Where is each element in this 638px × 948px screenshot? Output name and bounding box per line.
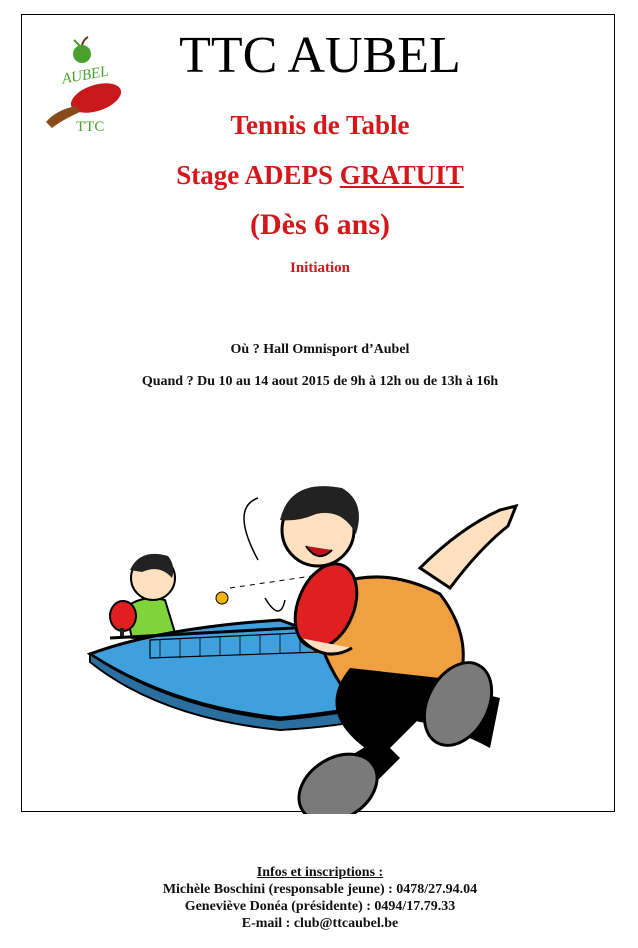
footer-heading: Infos et inscriptions : — [256, 865, 384, 880]
stage-prefix: Stage ADEPS — [176, 160, 340, 190]
ping-pong-illustration — [80, 468, 560, 814]
footer-email[interactable]: E-mail : club@ttcaubel.be — [241, 916, 399, 931]
level-note: Initiation — [289, 260, 350, 276]
page-title: TTC AUBEL — [179, 27, 461, 84]
main-player — [280, 486, 516, 814]
apple-icon — [73, 37, 91, 63]
free-label: GRATUIT — [339, 160, 464, 190]
subtitle-stage — [110, 160, 530, 191]
location-text: Où ? Hall Omnisport d’Aubel — [230, 342, 410, 357]
footer-contact-youth: Michèle Boschini (responsable jeune) : 0478/27.94.04 — [162, 882, 478, 897]
logo-top-text: AUBEL — [60, 63, 110, 88]
opponent-player — [110, 554, 176, 638]
logo-bottom-text: TTC — [76, 119, 105, 135]
footer-contact-president: Geneviève Donéa (présidente) : 0494/17.79.33 — [184, 899, 456, 914]
subtitle-sport: Tennis de Table — [230, 110, 410, 140]
ball-icon — [216, 592, 228, 604]
age-note: (Dès 6 ans) — [250, 208, 390, 241]
date-text: Quand ? Du 10 au 14 aout 2015 de 9h à 12h ou de 13h à 16h — [141, 374, 499, 389]
